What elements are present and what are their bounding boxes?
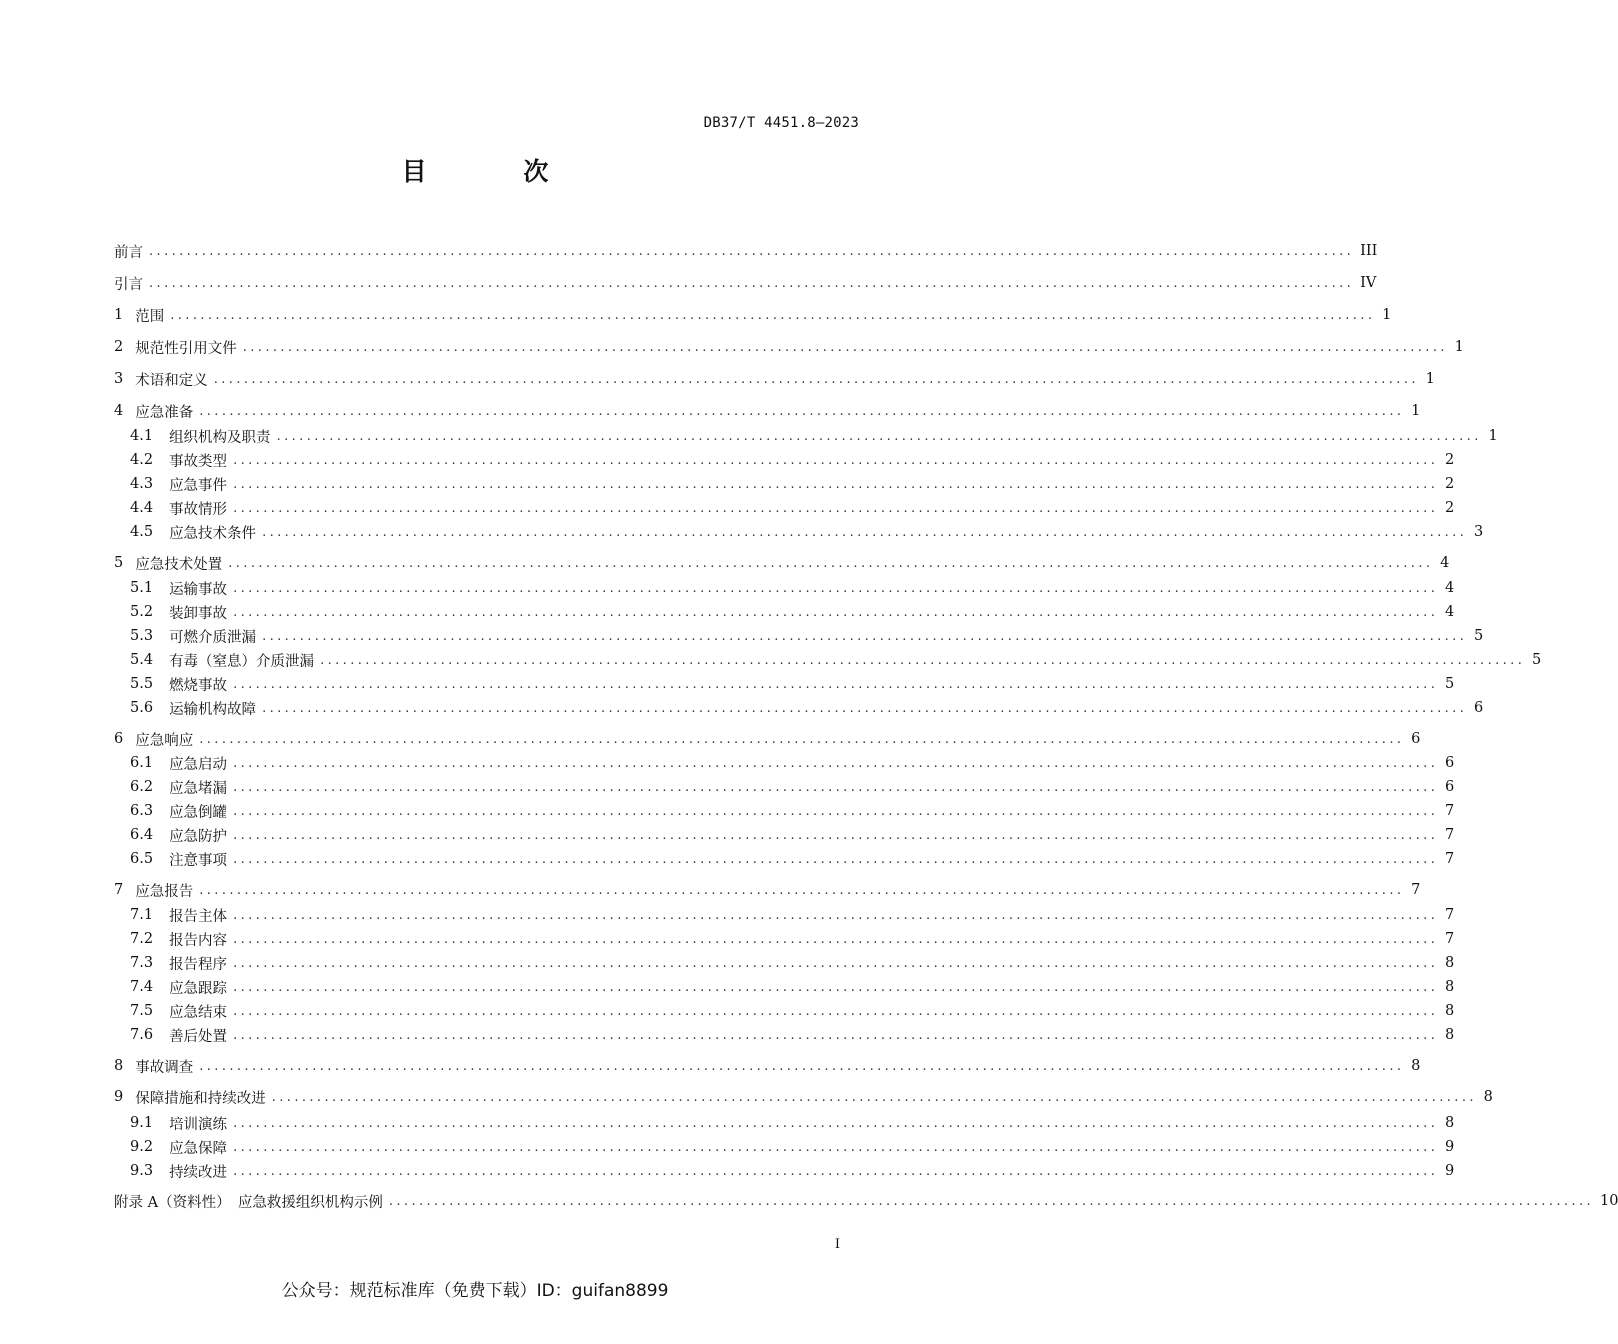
toc-entry-label: 应急倒罐 xyxy=(169,804,228,821)
toc-entry-page: 4 xyxy=(1440,555,1450,571)
toc-entry-number: 4.1 xyxy=(130,428,154,444)
toc-entry-page: 6 xyxy=(1445,779,1455,795)
toc-entry-label: 应急防护 xyxy=(169,828,228,845)
toc-entry-label: 培训演练 xyxy=(169,1116,228,1133)
toc-dot-leader: ................................................................................................................................................................ xyxy=(233,676,1439,692)
toc-entry[interactable] xyxy=(114,848,1455,870)
toc-entry-number: 7.1 xyxy=(130,907,154,923)
toc-entry[interactable] xyxy=(114,425,1498,447)
toc-entry[interactable] xyxy=(114,601,1455,623)
toc-entry-number: 5.2 xyxy=(130,604,154,620)
toc-entry-number: 5 xyxy=(114,555,124,571)
toc-entry[interactable] xyxy=(114,776,1455,798)
toc-entry-page: 7 xyxy=(1445,803,1455,819)
toc-entry[interactable] xyxy=(114,728,1421,750)
toc-entry-label: 术语和定义 xyxy=(135,372,208,389)
toc-entry-label: 引言 xyxy=(114,276,143,293)
toc-entry-label: 应急跟踪 xyxy=(169,980,228,997)
toc-entry[interactable] xyxy=(114,552,1450,574)
toc-entry[interactable] xyxy=(114,1000,1455,1022)
toc-entry[interactable] xyxy=(114,976,1455,998)
toc-entry-label: 规范性引用文件 xyxy=(135,340,237,357)
toc-entry-number: 7.6 xyxy=(130,1027,154,1043)
toc-entry-label: 善后处置 xyxy=(169,1028,228,1045)
toc-entry-label: 前言 xyxy=(114,244,143,261)
toc-entry-page: III xyxy=(1360,243,1378,259)
watermark-text: 公众号：规范标准库（免费下载）ID：guifan8899 xyxy=(281,1281,669,1301)
toc-entry[interactable] xyxy=(114,400,1421,422)
toc-entry[interactable] xyxy=(114,952,1455,974)
toc-dot-leader: ................................................................................................................................................................ xyxy=(233,500,1439,516)
toc-dot-leader: ................................................................................................................................................................ xyxy=(233,452,1439,468)
toc-entry[interactable] xyxy=(114,304,1392,326)
toc-entry[interactable] xyxy=(114,649,1542,671)
toc-entry-number: 5.5 xyxy=(130,676,154,692)
toc-entry-number: 9.2 xyxy=(130,1139,154,1155)
toc-dot-leader: ................................................................................................................................................................ xyxy=(233,580,1439,596)
toc-entry[interactable] xyxy=(114,1086,1493,1108)
toc-entry[interactable] xyxy=(114,497,1455,519)
toc-entry-number: 6.4 xyxy=(130,827,154,843)
toc-entry-page: 8 xyxy=(1445,955,1455,971)
toc-dot-leader: ................................................................................................................................................................ xyxy=(320,652,1526,668)
toc-dot-leader: ................................................................................................................................................................ xyxy=(233,851,1439,867)
toc-entry-number: 4.5 xyxy=(130,524,154,540)
toc-entry-page: 8 xyxy=(1445,1027,1455,1043)
toc-entry-label: 可燃介质泄漏 xyxy=(169,629,257,646)
toc-entry[interactable] xyxy=(114,1024,1455,1046)
toc-entry-number: 7.4 xyxy=(130,979,154,995)
toc-entry-page: 2 xyxy=(1445,476,1455,492)
toc-entry-page: 1 xyxy=(1454,339,1464,355)
toc-entry-page: 8 xyxy=(1483,1089,1493,1105)
toc-entry[interactable] xyxy=(114,879,1421,901)
toc-entry-page: IV xyxy=(1360,275,1377,291)
toc-entry-number: 8 xyxy=(114,1058,124,1074)
toc-dot-leader: ................................................................................................................................................................ xyxy=(170,307,1376,323)
toc-entry-page: 5 xyxy=(1445,676,1455,692)
toc-entry[interactable] xyxy=(114,577,1455,599)
toc-entry-number: 9.1 xyxy=(130,1115,154,1131)
toc-entry-label: 运输机构故障 xyxy=(169,701,257,718)
toc-entry[interactable] xyxy=(114,1190,1618,1212)
toc-entry-page: 7 xyxy=(1445,851,1455,867)
toc-entry-number: 6.1 xyxy=(130,755,154,771)
toc-entry-page: 7 xyxy=(1445,827,1455,843)
toc-dot-leader: ................................................................................................................................................................ xyxy=(242,339,1448,355)
toc-entry-page: 1 xyxy=(1411,403,1421,419)
toc-entry[interactable] xyxy=(114,521,1484,543)
toc-entry-number: 6.2 xyxy=(130,779,154,795)
toc-dot-leader: ................................................................................................................................................................ xyxy=(233,1139,1439,1155)
toc-entry-label: 保障措施和持续改进 xyxy=(135,1090,266,1107)
toc-entry-label: 事故类型 xyxy=(169,453,228,470)
toc-dot-leader: ................................................................................................................................................................ xyxy=(228,555,1434,571)
toc-entry-page: 8 xyxy=(1445,1115,1455,1131)
toc-dot-leader: ................................................................................................................................................................ xyxy=(233,955,1439,971)
toc-entry-page: 7 xyxy=(1411,882,1421,898)
toc-entry-number: 5.3 xyxy=(130,628,154,644)
toc-entry-label: 应急启动 xyxy=(169,756,228,773)
toc-entry-page: 3 xyxy=(1474,524,1484,540)
toc-entry-label: 应急准备 xyxy=(135,404,194,421)
toc-entry[interactable] xyxy=(114,473,1455,495)
toc-entry-number: 5.1 xyxy=(130,580,154,596)
toc-dot-leader: ................................................................................................................................................................ xyxy=(276,428,1482,444)
toc-entry-page: 7 xyxy=(1445,931,1455,947)
toc-entry[interactable] xyxy=(114,336,1464,358)
toc-dot-leader: ................................................................................................................................................................ xyxy=(233,931,1439,947)
toc-entry[interactable] xyxy=(114,625,1484,647)
toc-dot-leader: ................................................................................................................................................................ xyxy=(199,731,1405,747)
toc-dot-leader: ................................................................................................................................................................ xyxy=(233,803,1439,819)
toc-dot-leader: ................................................................................................................................................................ xyxy=(233,604,1439,620)
toc-entry[interactable] xyxy=(114,1112,1455,1134)
toc-dot-leader: ................................................................................................................................................................ xyxy=(233,755,1439,771)
toc-dot-leader: ................................................................................................................................................................ xyxy=(149,243,1355,259)
toc-entry-label: 应急堵漏 xyxy=(169,780,228,797)
toc-entry[interactable] xyxy=(114,368,1435,390)
toc-entry[interactable] xyxy=(114,800,1455,822)
toc-entry-page: 7 xyxy=(1445,907,1455,923)
toc-entry-page: 5 xyxy=(1532,652,1542,668)
toc-entry[interactable] xyxy=(114,1136,1455,1158)
toc-entry[interactable] xyxy=(114,904,1455,926)
toc-entry-label: 事故情形 xyxy=(169,501,228,518)
toc-dot-leader: ................................................................................................................................................................ xyxy=(233,1163,1439,1179)
toc-entry-number: 5.6 xyxy=(130,700,154,716)
toc-entry-number: 4.3 xyxy=(130,476,154,492)
toc-entry-page: 8 xyxy=(1445,979,1455,995)
toc-entry[interactable] xyxy=(114,1055,1421,1077)
toc-entry-label: 事故调查 xyxy=(135,1059,194,1076)
toc-entry-label: 应急结束 xyxy=(169,1004,228,1021)
toc-dot-leader: ................................................................................................................................................................ xyxy=(233,779,1439,795)
toc-entry-number: 1 xyxy=(114,307,124,323)
toc-dot-leader: ................................................................................................................................................................ xyxy=(262,628,1468,644)
toc-dot-leader: ................................................................................................................................................................ xyxy=(233,979,1439,995)
toc-entry-number: 6.5 xyxy=(130,851,154,867)
doc-code: DB37/T 4451.8—2023 xyxy=(703,115,859,131)
toc-entry-label: 报告主体 xyxy=(169,908,228,925)
toc-entry-page: 1 xyxy=(1425,371,1435,387)
toc-entry-page: 4 xyxy=(1445,580,1455,596)
toc-dot-leader: ................................................................................................................................................................ xyxy=(271,1089,1477,1105)
toc-dot-leader: ................................................................................................................................................................ xyxy=(233,476,1439,492)
toc-entry[interactable] xyxy=(114,240,1378,262)
toc-entry-label: 组织机构及职责 xyxy=(169,429,271,446)
toc-entry[interactable] xyxy=(114,697,1484,719)
toc-entry-label: 装卸事故 xyxy=(169,605,228,622)
toc-entry-number: 6.3 xyxy=(130,803,154,819)
toc-entry-page: 9 xyxy=(1445,1163,1455,1179)
toc-entry-number: 5.4 xyxy=(130,652,154,668)
toc-entry-number: 7.2 xyxy=(130,931,154,947)
toc-entry-number: 7.3 xyxy=(130,955,154,971)
toc-entry-number: 9.3 xyxy=(130,1163,154,1179)
toc-entry-label: 注意事项 xyxy=(169,852,228,869)
toc-entry-label: 燃烧事故 xyxy=(169,677,228,694)
toc-entry[interactable] xyxy=(114,824,1455,846)
toc-dot-leader: ................................................................................................................................................................ xyxy=(199,403,1405,419)
toc-entry-page: 2 xyxy=(1445,452,1455,468)
toc-entry-number: 3 xyxy=(114,371,124,387)
toc-entry-number: 4 xyxy=(114,403,124,419)
toc-entry-label: 应急事件 xyxy=(169,477,228,494)
toc-entry-number: 4.4 xyxy=(130,500,154,516)
toc-entry-page: 6 xyxy=(1474,700,1484,716)
toc-entry-page: 8 xyxy=(1411,1058,1421,1074)
toc-entry[interactable] xyxy=(114,928,1455,950)
toc-entry-page: 6 xyxy=(1411,731,1421,747)
toc-dot-leader: ................................................................................................................................................................ xyxy=(233,1115,1439,1131)
toc-dot-leader: ................................................................................................................................................................ xyxy=(233,827,1439,843)
toc-entry-page: 1 xyxy=(1382,307,1392,323)
toc-dot-leader: ................................................................................................................................................................ xyxy=(233,907,1439,923)
toc-entry-label: 范围 xyxy=(135,308,165,325)
toc-dot-leader: ................................................................................................................................................................ xyxy=(233,1003,1439,1019)
toc-entry-page: 9 xyxy=(1445,1139,1455,1155)
toc-dot-leader: ................................................................................................................................................................ xyxy=(199,1058,1405,1074)
toc-entry-page: 1 xyxy=(1488,428,1498,444)
toc-entry-page: 2 xyxy=(1445,500,1455,516)
toc-entry-number: 2 xyxy=(114,339,124,355)
toc-entry[interactable] xyxy=(114,752,1455,774)
toc-dot-leader: ................................................................................................................................................................ xyxy=(262,700,1468,716)
toc-dot-leader: ................................................................................................................................................................ xyxy=(233,1027,1439,1043)
toc-entry-page: 10 xyxy=(1600,1193,1618,1209)
toc-entry-label: 应急报告 xyxy=(135,883,194,900)
toc-dot-leader: ................................................................................................................................................................ xyxy=(199,882,1405,898)
toc-entry-label: 运输事故 xyxy=(169,581,228,598)
toc-entry-number: 7 xyxy=(114,882,124,898)
toc-entry-label: 持续改进 xyxy=(169,1164,228,1181)
toc-entry-page: 4 xyxy=(1445,604,1455,620)
toc-dot-leader: ................................................................................................................................................................ xyxy=(262,524,1468,540)
toc-entry[interactable] xyxy=(114,272,1377,294)
toc-dot-leader: ................................................................................................................................................................ xyxy=(149,275,1355,291)
toc-dot-leader: ................................................................................................................................................................ xyxy=(388,1193,1595,1209)
toc-entry-label: 应急响应 xyxy=(135,732,194,749)
toc-entry-page: 6 xyxy=(1445,755,1455,771)
toc-entry-label: 附录 A（资料性） 应急救援组织机构示例 xyxy=(114,1194,383,1211)
toc-entry-number: 9 xyxy=(114,1089,124,1105)
toc-entry[interactable] xyxy=(114,673,1455,695)
toc-entry[interactable] xyxy=(114,449,1455,471)
toc-entry-number: 6 xyxy=(114,731,124,747)
page-number: I xyxy=(834,1237,840,1252)
toc-entry-label: 应急保障 xyxy=(169,1140,228,1157)
toc-entry-label: 有毒（窒息）介质泄漏 xyxy=(169,653,315,670)
toc-entry-page: 8 xyxy=(1445,1003,1455,1019)
toc-entry-label: 报告程序 xyxy=(169,956,228,973)
toc-entry-page: 5 xyxy=(1474,628,1484,644)
page-title: 目 次 xyxy=(401,157,593,186)
toc-entry-label: 应急技术处置 xyxy=(135,556,223,573)
toc-entry-label: 应急技术条件 xyxy=(169,525,257,542)
toc-entry-number: 7.5 xyxy=(130,1003,154,1019)
toc-entry-number: 4.2 xyxy=(130,452,154,468)
toc-dot-leader: ................................................................................................................................................................ xyxy=(213,371,1419,387)
toc-entry[interactable] xyxy=(114,1160,1455,1182)
toc-entry-label: 报告内容 xyxy=(169,932,228,949)
